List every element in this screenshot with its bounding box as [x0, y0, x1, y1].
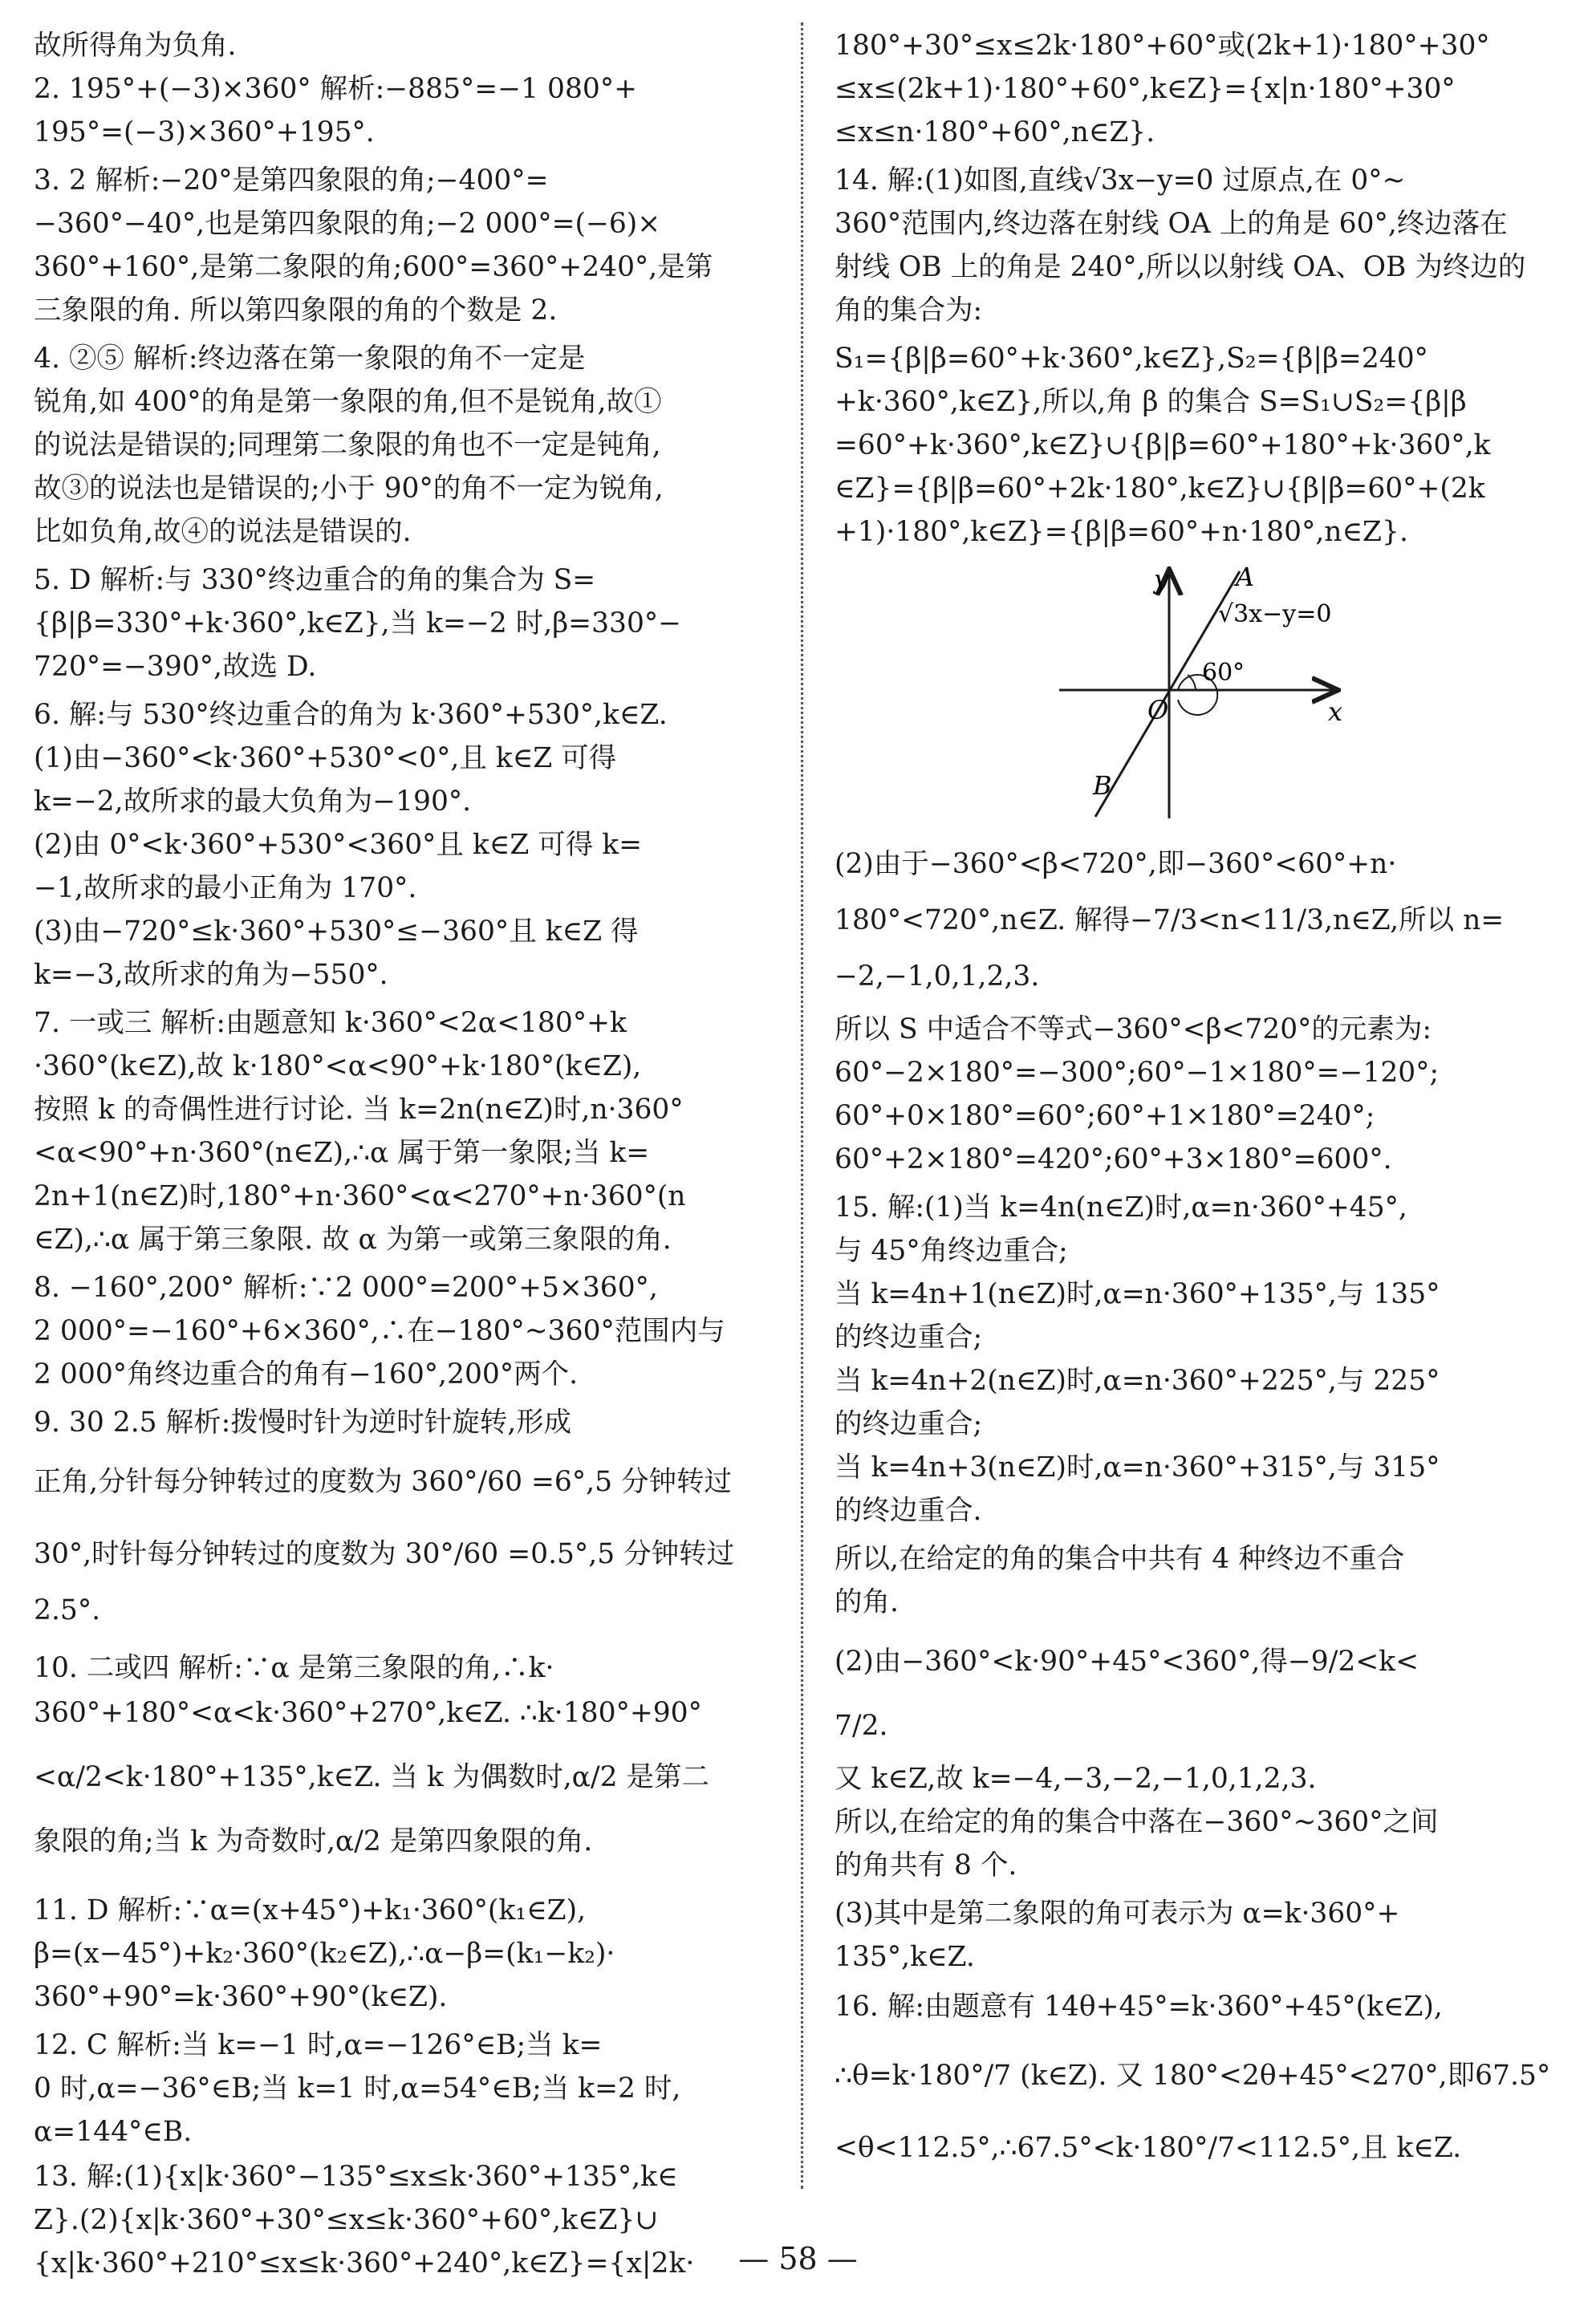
text-line: 2.5°. [34, 1594, 101, 1626]
text-line: =60°+k·360°,k∈Z}∪{β|β=60°+180°+k·360°,k [835, 429, 1491, 461]
text-line: 135°,k∈Z. [835, 1941, 975, 1973]
text-line: S₁={β|β=60°+k·360°,k∈Z},S₂={β|β=240° [835, 343, 1428, 375]
text-line: 720°=−390°,故选 D. [34, 651, 317, 683]
text-line: α=144°∈B. [34, 2116, 193, 2148]
line-equation-label: √3x−y=0 [1218, 600, 1332, 628]
text-line: <α/2<k·180°+135°,k∈Z. 当 k 为偶数时,α/2 是第二 [34, 1761, 710, 1793]
text-line: 角的集合为: [835, 294, 983, 327]
text-line: 7. 一或三 解析:由题意知 k·360°<2α<180°+k [34, 1007, 627, 1039]
text-line: 当 k=4n+3(n∈Z)时,α=n·360°+315°,与 315° [835, 1451, 1440, 1484]
text-line: 所以,在给定的角的集合中落在−360°~360°之间 [835, 1806, 1439, 1838]
text-line: ∈Z),∴α 属于第三象限. 故 α 为第一或第三象限的角. [34, 1224, 672, 1256]
text-line: 6. 解:与 530°终边重合的角为 k·360°+530°,k∈Z. [34, 699, 668, 731]
column-divider [801, 22, 803, 2189]
y-axis-label: y [1154, 564, 1169, 595]
text-line: (3)由−720°≤k·360°+530°≤−360°且 k∈Z 得 [34, 916, 639, 948]
text-line: 5. D 解析:与 330°终边重合的角的集合为 S= [34, 564, 596, 596]
text-line: (1)由−360°<k·360°+530°<0°,且 k∈Z 可得 [34, 742, 617, 774]
text-line: 三象限的角. 所以第四象限的角的个数是 2. [34, 294, 558, 327]
text-line: β=(x−45°)+k₂·360°(k₂∈Z),∴α−β=(k₁−k₂)· [34, 1938, 615, 1970]
text-line: <θ<112.5°,∴67.5°<k·180°/7<112.5°,且 k∈Z. [835, 2132, 1462, 2164]
text-line: 的角. [835, 1586, 899, 1618]
text-line: 7/2. [835, 1710, 888, 1742]
text-line: (3)其中是第二象限的角可表示为 α=k·360°+ [835, 1898, 1400, 1930]
text-line: 60°+0×180°=60°;60°+1×180°=240°; [835, 1100, 1375, 1132]
text-line: −1,故所求的最小正角为 170°. [34, 872, 417, 904]
text-line: ∴θ=k·180°/7 (k∈Z). 又 180°<2θ+45°<270°,即67.5° [835, 2060, 1551, 2092]
text-line: 9. 30 2.5 解析:拨慢时针为逆时针旋转,形成 [34, 1407, 572, 1439]
text-line: 与 45°角终边重合; [835, 1235, 1068, 1267]
text-line: 4. ②⑤ 解析:终边落在第一象限的角不一定是 [34, 343, 586, 375]
text-line: 13. 解:(1){x|k·360°−135°≤x≤k·360°+135°,k∈ [34, 2161, 678, 2193]
text-line: 故③的说法也是错误的;小于 90°的角不一定为锐角, [34, 473, 664, 505]
text-line: 8. −160°,200° 解析:∵2 000°=200°+5×360°, [34, 1272, 658, 1304]
origin-label: O [1147, 695, 1169, 725]
text-line: (2)由于−360°<β<720°,即−360°<60°+n· [835, 848, 1397, 880]
text-line: 360°范围内,终边落在射线 OA 上的角是 60°,终边落在 [835, 208, 1508, 240]
point-b-label: B [1093, 770, 1112, 801]
text-line: k=−3,故所求的角为−550°. [34, 959, 388, 991]
coordinate-figure [1059, 562, 1348, 834]
text-line: Z}.(2){x|k·360°+30°≤x≤k·360°+60°,k∈Z}∪ [34, 2204, 659, 2236]
text-line: 象限的角;当 k 为奇数时,α/2 是第四象限的角. [34, 1825, 593, 1857]
text-line: 16. 解:由题意有 14θ+45°=k·360°+45°(k∈Z), [835, 1991, 1443, 2023]
text-line: 11. D 解析:∵α=(x+45°)+k₁·360°(k₁∈Z), [34, 1894, 587, 1926]
text-line: ∈Z}={β|β=60°+2k·180°,k∈Z}∪{β|β=60°+(2k [835, 473, 1485, 505]
text-line: 所以,在给定的角的集合中共有 4 种终边不重合 [835, 1543, 1405, 1575]
text-line: 的终边重合; [835, 1322, 983, 1354]
text-line: −360°−40°,也是第四象限的角;−2 000°=(−6)× [34, 208, 661, 240]
text-line: 的终边重合. [835, 1495, 982, 1527]
text-line: (2)由−360°<k·90°+45°<360°,得−9/2<k< [835, 1646, 1419, 1678]
text-line: 2. 195°+(−3)×360° 解析:−885°=−1 080°+ [34, 73, 638, 105]
text-line: 15. 解:(1)当 k=4n(n∈Z)时,α=n·360°+45°, [835, 1192, 1407, 1224]
text-line: 锐角,如 400°的角是第一象限的角,但不是锐角,故① [34, 386, 662, 418]
text-line: {β|β=330°+k·360°,k∈Z},当 k=−2 时,β=330°− [34, 607, 682, 639]
text-line: +k·360°,k∈Z},所以,角 β 的集合 S=S₁∪S₂={β|β [835, 386, 1467, 418]
text-line: 比如负角,故④的说法是错误的. [34, 516, 412, 548]
text-line: +1)·180°,k∈Z}={β|β=60°+n·180°,n∈Z}. [835, 516, 1408, 548]
text-line: 2 000°角终边重合的角有−160°,200°两个. [34, 1358, 579, 1391]
text-line: 60°+2×180°=420°;60°+3×180°=600°. [835, 1143, 1392, 1175]
text-line: ·360°(k∈Z),故 k·180°<α<90°+k·180°(k∈Z), [34, 1050, 642, 1082]
text-line: (2)由 0°<k·360°+530°<360°且 k∈Z 可得 k= [34, 829, 643, 861]
text-line: 360°+160°,是第二象限的角;600°=360°+240°,是第 [34, 251, 713, 283]
text-line: 正角,分针每分钟转过的度数为 360°/60 =6°,5 分钟转过 [34, 1466, 733, 1498]
text-line: <α<90°+n·360°(n∈Z),∴α 属于第一象限;当 k= [34, 1137, 650, 1169]
text-line: 当 k=4n+2(n∈Z)时,α=n·360°+225°,与 225° [835, 1365, 1440, 1397]
angle-60-label: 60° [1202, 659, 1245, 687]
text-line: ≤x≤(2k+1)·180°+60°,k∈Z}={x|n·180°+30° [835, 73, 1456, 105]
text-line: 10. 二或四 解析:∵α 是第三象限的角,∴k· [34, 1652, 554, 1684]
text-line: 当 k=4n+1(n∈Z)时,α=n·360°+135°,与 135° [835, 1278, 1440, 1310]
text-line: ≤x≤n·180°+60°,n∈Z}. [835, 116, 1155, 148]
text-line: 的说法是错误的;同理第二象限的角也不一定是钝角, [34, 429, 661, 461]
text-line: 360°+90°=k·360°+90°(k∈Z). [34, 1981, 448, 2013]
text-line: 按照 k 的奇偶性进行讨论. 当 k=2n(n∈Z)时,n·360° [34, 1094, 684, 1126]
x-axis-label: x [1328, 696, 1343, 727]
text-line: {x|k·360°+210°≤x≤k·360°+240°,k∈Z}={x|2k· [34, 2247, 695, 2280]
page-number: — 58 — [738, 2241, 858, 2276]
text-line: 的角共有 8 个. [835, 1849, 1017, 1882]
text-line: 0 时,α=−36°∈B;当 k=1 时,α=54°∈B;当 k=2 时, [34, 2073, 681, 2105]
text-line: 所以 S 中适合不等式−360°<β<720°的元素为: [835, 1013, 1432, 1045]
text-line: 12. C 解析:当 k=−1 时,α=−126°∈B;当 k= [34, 2029, 603, 2061]
text-line: −2,−1,0,1,2,3. [835, 960, 1040, 993]
text-line: 又 k∈Z,故 k=−4,−3,−2,−1,0,1,2,3. [835, 1763, 1317, 1795]
text-line: 180°<720°,n∈Z. 解得−7/3<n<11/3,n∈Z,所以 n= [835, 904, 1505, 936]
text-line: k=−2,故所求的最大负角为−190°. [34, 786, 472, 818]
text-line: 180°+30°≤x≤2k·180°+60°或(2k+1)·180°+30° [835, 30, 1490, 62]
text-line: 14. 解:(1)如图,直线√3x−y=0 过原点,在 0°~ [835, 164, 1406, 197]
text-line: 60°−2×180°=−300°;60°−1×180°=−120°; [835, 1057, 1440, 1089]
text-line: 2 000°=−160°+6×360°,∴在−180°~360°范围内与 [34, 1315, 725, 1347]
text-line: 360°+180°<α<k·360°+270°,k∈Z. ∴k·180°+90° [34, 1697, 702, 1729]
text-line: 30°,时针每分钟转过的度数为 30°/60 =0.5°,5 分钟转过 [34, 1538, 735, 1570]
text-line: 2n+1(n∈Z)时,180°+n·360°<α<270°+n·360°(n [34, 1180, 686, 1212]
text-line: 射线 OB 上的角是 240°,所以以射线 OA、OB 为终边的 [835, 251, 1526, 283]
text-line: 的终边重合; [835, 1408, 983, 1440]
text-line: 195°=(−3)×360°+195°. [34, 116, 375, 148]
text-line: 3. 2 解析:−20°是第四象限的角;−400°= [34, 164, 549, 197]
text-line: 故所得角为负角. [34, 30, 237, 62]
point-a-label: A [1236, 562, 1255, 592]
